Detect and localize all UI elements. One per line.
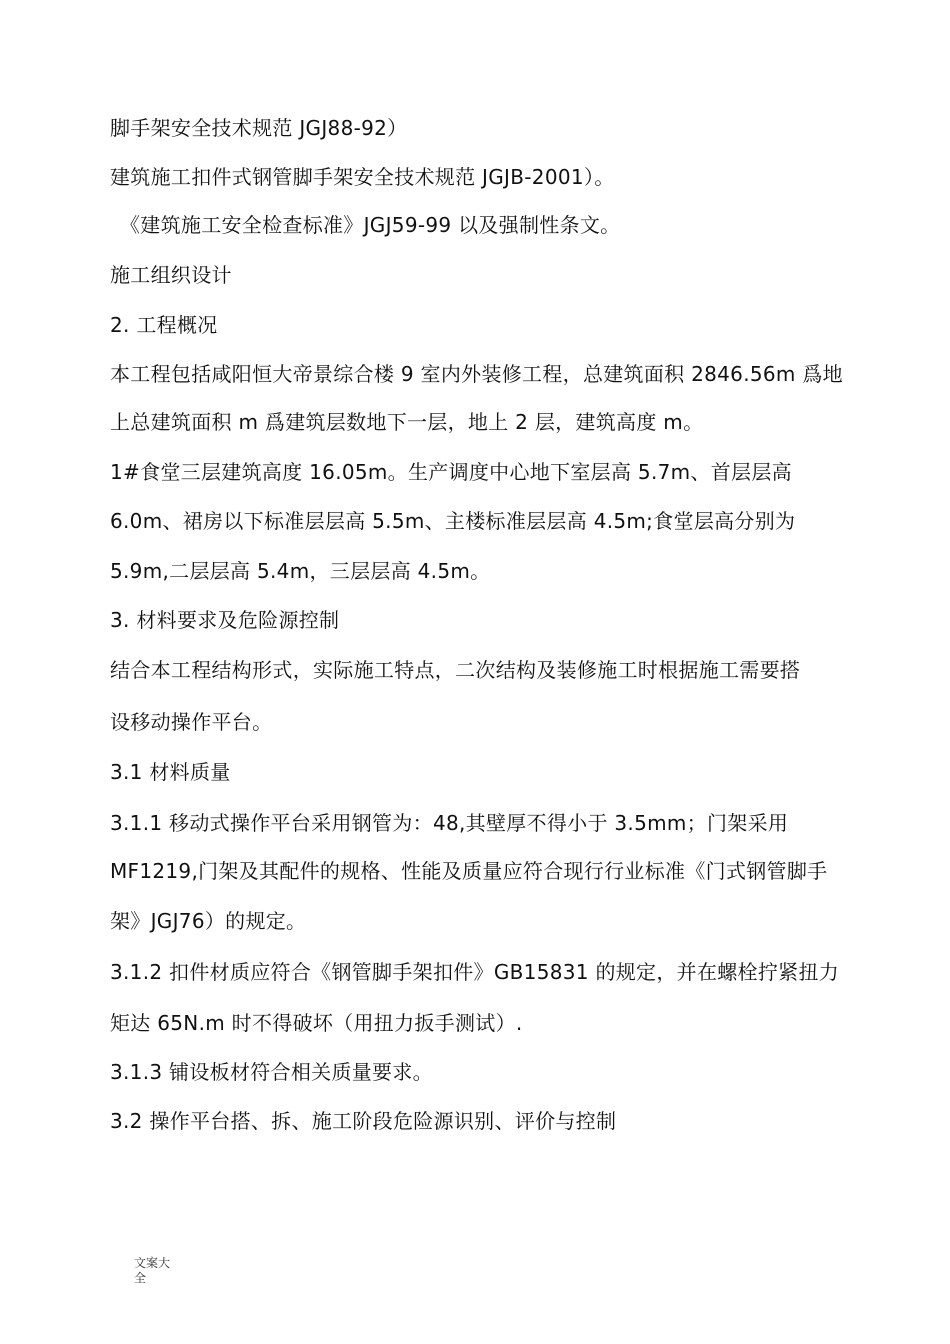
section-heading: 3.1 材料质量: [110, 760, 231, 784]
text-line: 建筑施工扣件式钢管脚手架安全技术规范 JGJB-2001）。: [110, 165, 615, 189]
text-line: 6.0m、裙房以下标准层层高 5.5m、主楼标准层层高 4.5m;食堂层高分别为: [110, 509, 796, 533]
text-line: 3.1.1 移动式操作平台采用钢管为：48,其壁厚不得小于 3.5mm；门架采用: [110, 811, 789, 835]
text-line: 上总建筑面积 m 爲建筑层数地下一层，地上 2 层，建筑高度 m。: [110, 410, 704, 434]
text-line: 架》JGJ76）的规定。: [110, 909, 307, 933]
section-heading: 3. 材料要求及危险源控制: [110, 608, 340, 632]
text-line: 矩达 65N.m 时不得破坏（用扭力扳手测试）.: [110, 1011, 523, 1035]
text-line: 1#食堂三层建筑高度 16.05m。生产调度中心地下室层高 5.7m、首层层高: [110, 460, 792, 484]
section-heading: 2. 工程概况: [110, 313, 218, 337]
text-line: 3.1.3 铺设板材符合相关质量要求。: [110, 1060, 433, 1084]
text-line: 脚手架安全技术规范 JGJ88-92）: [110, 116, 408, 140]
text-line: 设移动操作平台。: [110, 710, 273, 734]
section-heading: 施工组织设计: [110, 263, 232, 287]
text-line: MF1219,门架及其配件的规格、性能及质量应符合现行行业标准《门式钢管脚手: [110, 859, 828, 883]
text-line: 《建筑施工安全检查标准》JGJ59-99 以及强制性条文。: [120, 213, 621, 237]
section-heading: 3.2 操作平台搭、拆、施工阶段危险源识别、评价与控制: [110, 1109, 617, 1133]
text-line: 5.9m,二层层高 5.4m，三层层高 4.5m。: [110, 559, 491, 583]
page-footer: 文案大全: [134, 1256, 171, 1285]
text-line: 结合本工程结构形式，实际施工特点，二次结构及装修施工时根据施工需要搭: [110, 658, 801, 682]
text-line: 3.1.2 扣件材质应符合《钢管脚手架扣件》GB15831 的规定，并在螺栓拧紧扭力: [110, 960, 840, 984]
text-line: 本工程包括咸阳恒大帝景综合楼 9 室内外装修工程，总建筑面积 2846.56m 爲地: [110, 362, 843, 386]
